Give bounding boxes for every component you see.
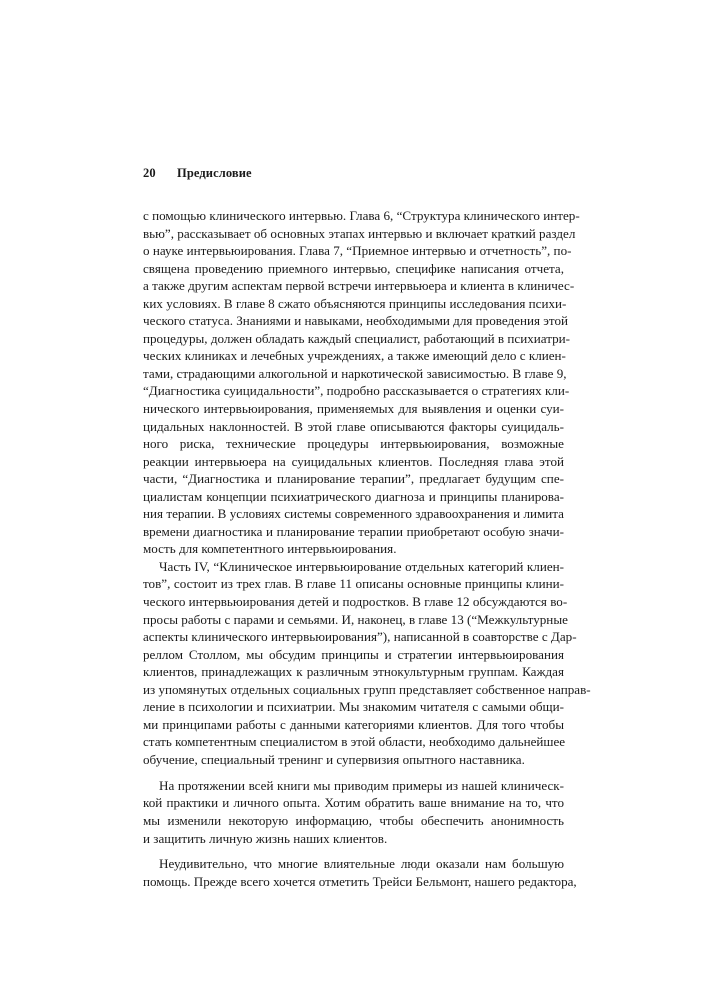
- text-line: аспекты клинического интервьюирования”), написанной в соавторстве с Дар-: [143, 629, 577, 645]
- text-line: Неудивительно, что многие влиятельные люди оказали нам большую: [159, 856, 564, 872]
- text-line: ми принципами работы с данными категориями клиентов. Для того чтобы: [143, 716, 564, 732]
- paragraph: [143, 777, 564, 847]
- text-line: мы изменили некоторую информацию, чтобы обеспечить анонимность: [143, 812, 564, 828]
- text-line: ния терапии. В условиях системы современного здравоохранения и лимита: [143, 506, 564, 522]
- text-line: реллом Столлом, мы обсудим принципы и стратегии интервьюирования: [143, 646, 564, 662]
- text-line: части, “Диагностика и планирование терапии”, предлагает будущим спе-: [143, 471, 564, 487]
- text-line: ких условиях. В главе 8 сжато объясняются принципы исследования психи-: [143, 295, 567, 311]
- text-line: мость для компетентного интервьюирования.: [143, 541, 397, 557]
- page-number: 20: [143, 166, 156, 180]
- text-line: процедуры, должен обладать каждый специалист, работающий в психиатри-: [143, 330, 571, 346]
- text-line: из упомянутых отдельных социальных групп представляет собственное направ-: [143, 681, 591, 697]
- text-line: ление в психологии и психиатрии. Мы знакомим читателя с самыми общи-: [143, 699, 564, 715]
- text-line: циалистам концепции психиатрического диагноза и принципы планирова-: [143, 488, 564, 504]
- body-text: [143, 207, 591, 891]
- text-line: “Диагностика суицидальности”, подробно рассказывается о стратегиях кли-: [143, 383, 570, 399]
- text-line: ческих клиниках и лечебных учреждениях, а также имеющий дело с клиен-: [143, 348, 566, 364]
- text-line: нического интервьюирования, применяемых для выявления и оценки суи-: [143, 401, 564, 417]
- text-line: обучение, специальный тренинг и супервизия опытного наставника.: [143, 751, 525, 767]
- text-line: помощь. Прежде всего хочется отметить Трейси Бельмонт, нашего редактора,: [143, 874, 577, 890]
- text-line: На протяжении всей книги мы приводим примеры из нашей клиническ-: [159, 777, 564, 793]
- running-header-title: Предисловие: [177, 166, 252, 180]
- text-line: кой практики и личного опыта. Хотим обратить ваше внимание на то, что: [143, 795, 564, 811]
- text-line: вью”, рассказывает об основных этапах интервью и включает краткий раздел: [143, 225, 576, 241]
- text-line: стать компетентным специалистом в этой области, необходимо дальнейшее: [143, 734, 566, 750]
- text-line: с помощью клинического интервью. Глава 6, “Структура клинического интер-: [143, 208, 580, 223]
- text-line: клиентов, принадлежащих к различным этнокультурным группам. Каждая: [143, 664, 564, 680]
- text-line: а также другим аспектам первой встречи интервьюера и клиента в клиничес-: [143, 278, 575, 294]
- text-line: ческого интервьюирования детей и подростков. В главе 12 обсуждаются во-: [143, 594, 568, 610]
- text-line: тов”, состоит из трех глав. В главе 11 описаны основные принципы клини-: [143, 576, 564, 592]
- text-line: ного риска, технические процедуры интервьюирования, возможные: [143, 436, 564, 452]
- text-line: священа проведению приемного интервью, специфике написания отчета,: [143, 260, 564, 276]
- text-line: цидальных наклонностей. В этой главе описываются факторы суицидаль-: [143, 418, 564, 434]
- paragraph-gap: [143, 847, 564, 855]
- running-header: [143, 166, 252, 181]
- text-line: Часть IV, “Клиническое интервьюирование отдельных категорий клиен-: [159, 558, 564, 574]
- text-line: реакции интервьюера на суицидальных клиентов. Последняя глава этой: [143, 453, 564, 469]
- paragraph: [143, 855, 577, 890]
- paragraph-gap: [143, 769, 564, 777]
- text-line: тами, страдающими алкогольной и наркотической зависимостью. В главе 9,: [143, 365, 567, 381]
- text-line: о науке интервьюирования. Глава 7, “Приемное интервью и отчетность”, по-: [143, 243, 572, 259]
- text-line: и защитить личную жизнь наших клиентов.: [143, 830, 388, 846]
- text-line: ческого статуса. Знаниями и навыками, необходимыми для проведения этой: [143, 313, 569, 329]
- paragraph: [143, 558, 591, 769]
- text-line: просы работы с парами и семьями. И, наконец, в главе 13 (“Межкультурные: [143, 611, 568, 627]
- text-line: времени диагностика и планирование терапии приобретают особую значи-: [143, 523, 564, 539]
- paragraph: [143, 207, 580, 558]
